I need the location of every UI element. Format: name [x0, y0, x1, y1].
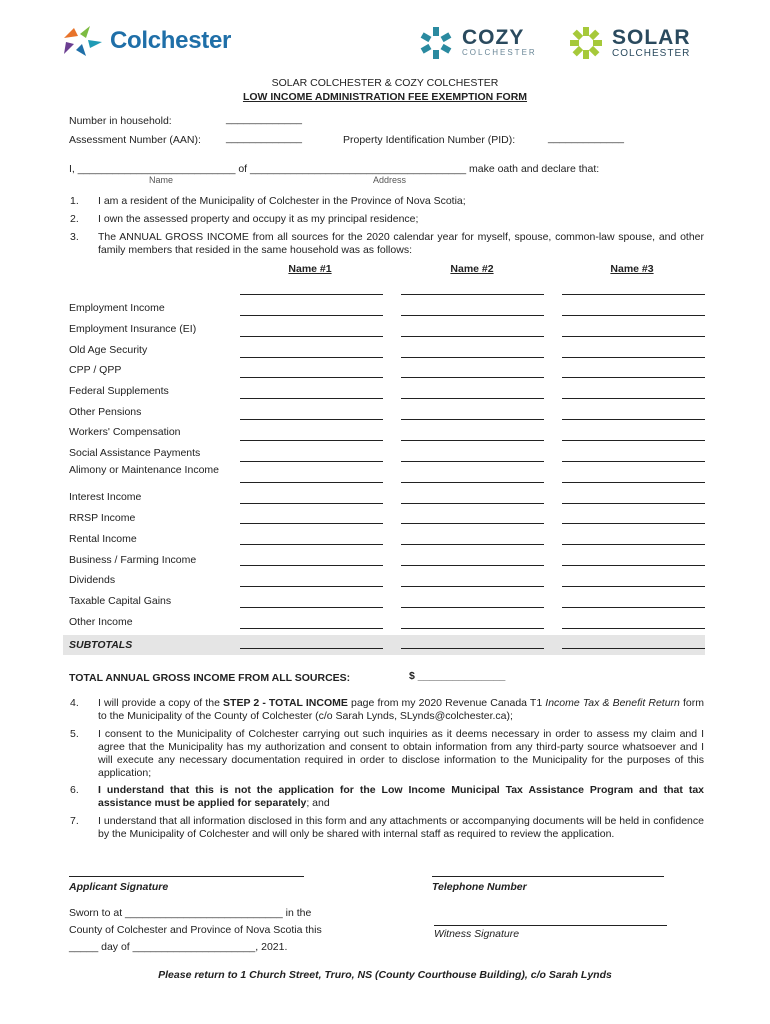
income-entry-line[interactable]	[401, 357, 544, 358]
statement-4-part-d: Income Tax & Benefit Return	[545, 697, 680, 709]
income-entry-line[interactable]	[401, 419, 544, 420]
statement-7: I understand that all information disclosed in this form and any attachments or accompanying documents will be held in confidence by the Municipality of Colchester and will only be shared with internal staff as required to review the application.	[98, 815, 704, 840]
income-entry-line[interactable]	[562, 503, 705, 504]
income-entry-line[interactable]	[240, 565, 383, 566]
income-entry-line[interactable]	[401, 336, 544, 337]
applicant-signature-label: Applicant Signature	[69, 881, 169, 893]
statement-2: I own the assessed property and occupy it as my principal residence;	[98, 213, 419, 225]
income-entry-line[interactable]	[562, 398, 705, 399]
statement-1-number: 1.	[70, 195, 79, 207]
income-entry-line[interactable]	[240, 315, 383, 316]
income-entry-line[interactable]	[240, 398, 383, 399]
income-entry-line[interactable]	[401, 523, 544, 524]
cozy-subtitle: COLCHESTER	[462, 48, 537, 57]
income-entry-line[interactable]	[240, 336, 383, 337]
header-line-1: SOLAR COLCHESTER & COZY COLCHESTER	[271, 77, 499, 89]
statement-4-part-a: I will provide a copy of the	[98, 697, 224, 709]
income-entry-line[interactable]	[562, 315, 705, 316]
statement-6-part-b: ; and	[306, 797, 330, 809]
statement-4-part-b: STEP 2 - TOTAL INCOME	[223, 697, 348, 709]
income-entry-line[interactable]	[562, 544, 705, 545]
income-row-label: Business / Farming Income	[69, 554, 197, 566]
income-entry-line[interactable]	[240, 419, 383, 420]
income-entry-line[interactable]	[562, 357, 705, 358]
form-header	[0, 77, 770, 104]
statement-1: I am a resident of the Municipality of Colchester in the Province of Nova Scotia;	[98, 195, 466, 207]
income-entry-line[interactable]	[401, 544, 544, 545]
income-entry-line[interactable]	[562, 377, 705, 378]
income-row-label: RRSP Income	[69, 512, 136, 524]
income-entry-line[interactable]	[562, 336, 705, 337]
statement-6	[98, 784, 704, 810]
income-entry-line[interactable]	[401, 294, 544, 295]
colchester-star-icon	[60, 24, 104, 58]
income-row-label: Interest Income	[69, 491, 142, 503]
statement-4-part-c: page from my 2020 Revenue Canada T1	[347, 697, 546, 709]
colchester-wordmark: Colchester	[110, 27, 232, 54]
subtotals-bar	[63, 635, 705, 655]
income-entry-line[interactable]	[240, 294, 383, 295]
income-entry-line[interactable]	[240, 461, 383, 462]
income-row-label: Other Income	[69, 616, 133, 628]
sworn-line-3[interactable]: _____ day of _____________________, 2021.	[69, 941, 288, 953]
income-row-label: CPP / QPP	[69, 364, 122, 376]
income-row-label: Workers' Compensation	[69, 426, 181, 438]
pid-field[interactable]: _____________	[548, 132, 624, 144]
solar-sun-icon	[566, 26, 606, 60]
subtotals-label: SUBTOTALS	[69, 639, 133, 651]
statement-4-number: 4.	[70, 697, 79, 709]
aan-field[interactable]: _____________	[226, 132, 302, 144]
income-row-label: Social Assistance Payments	[69, 447, 201, 459]
oath-line[interactable]: I, ___________________________ of _____________________________________ make oath and declare that:	[69, 163, 600, 175]
aan-label: Assessment Number (AAN):	[69, 134, 201, 146]
income-entry-line[interactable]	[562, 628, 705, 629]
column-header-name-3: Name #3	[610, 263, 654, 275]
income-entry-line[interactable]	[401, 503, 544, 504]
statement-3-number: 3.	[70, 231, 79, 243]
colchester-logo	[60, 24, 231, 58]
income-entry-line[interactable]	[240, 648, 383, 649]
income-entry-line[interactable]	[401, 398, 544, 399]
income-row-label: Taxable Capital Gains	[69, 595, 172, 607]
income-entry-line[interactable]	[401, 482, 544, 483]
statement-6-number: 6.	[70, 784, 79, 796]
statement-5: I consent to the Municipality of Colchester carrying out such inquiries as it deems necessary in order to assess my claim and I agree that the Municipality has my authorization and consent to obtain information from any third-party source whatsoever and I will execute any necessary documentation required in order to disclose information to the Municipality for the purposes of this application;	[98, 728, 704, 779]
address-caption: Address	[373, 175, 407, 185]
sworn-line-1[interactable]: Sworn to at ___________________________ in the	[69, 907, 312, 919]
income-entry-line[interactable]	[562, 648, 705, 649]
sworn-block	[69, 905, 369, 956]
income-entry-line[interactable]	[562, 482, 705, 483]
income-entry-line[interactable]	[240, 503, 383, 504]
income-row-label: Other Pensions	[69, 406, 142, 418]
income-entry-line[interactable]	[240, 357, 383, 358]
name-caption: Name	[149, 175, 174, 185]
income-entry-line[interactable]	[401, 607, 544, 608]
household-label: Number in household:	[69, 115, 172, 127]
total-income-label: TOTAL ANNUAL GROSS INCOME FROM ALL SOURCES:	[69, 672, 351, 684]
income-entry-line[interactable]	[401, 461, 544, 462]
income-entry-line[interactable]	[562, 294, 705, 295]
income-row-label: Rental Income	[69, 533, 137, 545]
income-entry-line[interactable]	[562, 565, 705, 566]
statement-3: The ANNUAL GROSS INCOME from all sources for the 2020 calendar year for myself, spouse, common-law spouse, and other family members that resided in the same household was as follows:	[98, 231, 704, 256]
total-income-field[interactable]: $ _______________	[409, 670, 506, 682]
statement-2-number: 2.	[70, 213, 79, 225]
statement-4	[98, 697, 704, 723]
witness-signature-label: Witness Signature	[434, 928, 520, 940]
income-row-label: Employment Income	[69, 302, 165, 314]
income-entry-line[interactable]	[401, 586, 544, 587]
income-entry-line[interactable]	[401, 315, 544, 316]
cozy-title: COZY	[462, 26, 525, 49]
statement-4-part-e: form to the Municipality of the County of Colchester (c/o Sarah Lynds, SLynds@colchester.ca);	[98, 697, 705, 722]
household-field[interactable]: _____________	[226, 113, 302, 125]
income-row-label: Federal Supplements	[69, 385, 169, 397]
statement-7-number: 7.	[70, 815, 79, 827]
income-row-label: Old Age Security	[69, 344, 148, 356]
income-entry-line[interactable]	[240, 482, 383, 483]
statement-6-part-a: I understand that this is not the application for the Low Income Municipal Tax Assistance Program and that tax assistance must be applied for separately	[98, 784, 704, 809]
sworn-line-2: County of Colchester and Province of Nova Scotia this	[69, 924, 322, 936]
income-entry-line[interactable]	[401, 377, 544, 378]
cozy-logo	[416, 26, 537, 60]
income-entry-line[interactable]	[240, 523, 383, 524]
solar-logo	[566, 26, 691, 60]
income-entry-line[interactable]	[401, 648, 544, 649]
income-entry-line[interactable]	[562, 440, 705, 441]
footer-return-address: Please return to 1 Church Street, Truro, NS (County Courthouse Building), c/o Sarah Lynds	[158, 969, 612, 981]
income-entry-line[interactable]	[240, 628, 383, 629]
income-entry-line[interactable]	[562, 419, 705, 420]
income-entry-line[interactable]	[240, 586, 383, 587]
column-header-name-2: Name #2	[450, 263, 494, 275]
form-title: LOW INCOME ADMINISTRATION FEE EXEMPTION FORM	[242, 91, 528, 103]
column-header-name-1: Name #1	[288, 263, 332, 275]
pid-label: Property Identification Number (PID):	[343, 134, 516, 146]
income-row-label: Dividends	[69, 574, 116, 586]
telephone-line[interactable]	[432, 876, 664, 877]
income-row-label: Employment Insurance (EI)	[69, 323, 197, 335]
cozy-snowflake-icon	[416, 26, 456, 60]
statement-5-number: 5.	[70, 728, 79, 740]
income-row-label: Alimony or Maintenance Income	[69, 464, 219, 476]
income-entry-line[interactable]	[401, 565, 544, 566]
solar-subtitle: COLCHESTER	[612, 47, 691, 59]
income-entry-line[interactable]	[401, 628, 544, 629]
income-entry-line[interactable]	[562, 523, 705, 524]
applicant-signature-line[interactable]	[69, 876, 304, 877]
income-entry-line[interactable]	[562, 461, 705, 462]
witness-signature-line[interactable]	[434, 925, 667, 926]
solar-title: SOLAR	[612, 25, 691, 49]
income-entry-line[interactable]	[401, 440, 544, 441]
income-entry-line[interactable]	[240, 377, 383, 378]
income-entry-line[interactable]	[562, 607, 705, 608]
telephone-label: Telephone Number	[432, 881, 527, 893]
income-entry-line[interactable]	[562, 586, 705, 587]
income-entry-line[interactable]	[240, 544, 383, 545]
income-entry-line[interactable]	[240, 607, 383, 608]
income-entry-line[interactable]	[240, 440, 383, 441]
